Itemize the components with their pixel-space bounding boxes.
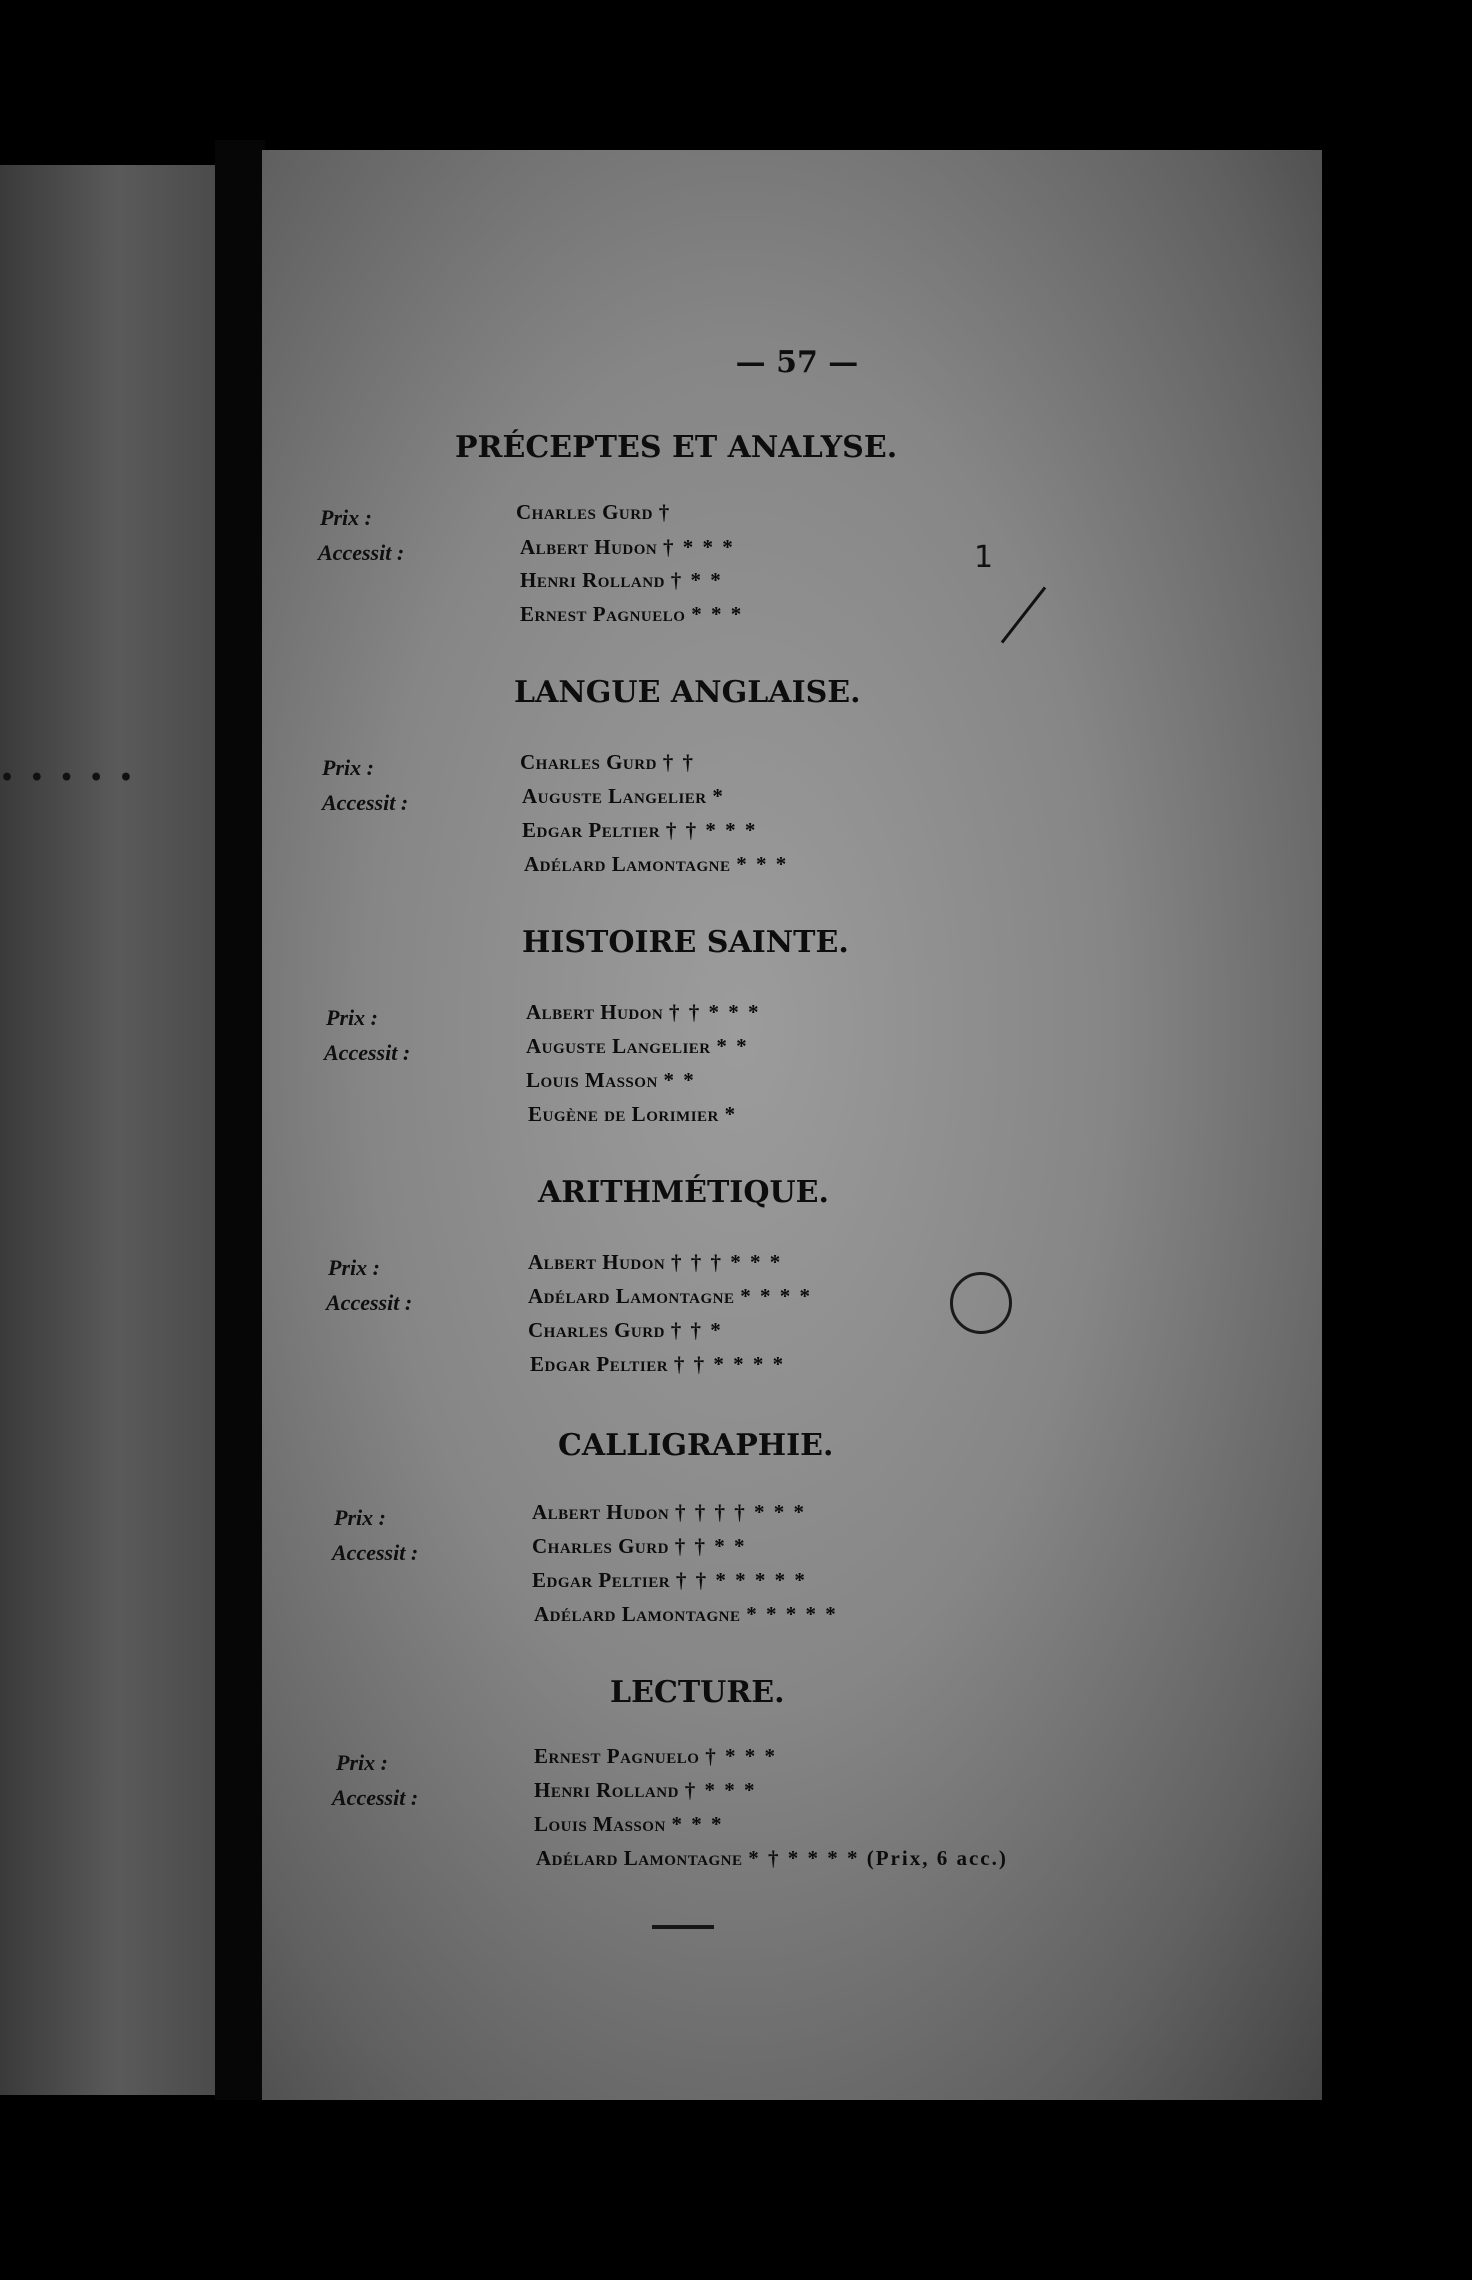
entry-row <box>528 1102 737 1127</box>
entry-name: Louis Masson <box>534 1812 666 1836</box>
entry-marks: † † * * * * <box>673 1352 786 1376</box>
entry-name: Albert Hudon <box>526 1000 664 1024</box>
section-title: HISTOIRE SAINTE. <box>522 925 849 960</box>
entry-name: Charles Gurd <box>520 750 657 774</box>
entry-name: Charles Gurd <box>516 500 653 524</box>
entry-row <box>516 500 671 525</box>
entry-row <box>522 818 757 843</box>
entry-marks: † † <box>662 750 695 774</box>
entry-name: Albert Hudon <box>528 1250 666 1274</box>
entry-name: Ernest Pagnuelo <box>520 602 686 626</box>
entry-row <box>526 1000 761 1025</box>
entry-row <box>534 1602 838 1627</box>
entry-row <box>530 1352 785 1377</box>
entry-marks: † † * <box>670 1318 723 1342</box>
entry-marks: † * * * <box>705 1744 777 1768</box>
left-page-fragment: • • • • • <box>0 765 137 791</box>
closing-rule <box>652 1925 714 1929</box>
page-number: — 57 — <box>735 345 859 380</box>
entry-row <box>528 1318 723 1343</box>
entry-row <box>532 1568 807 1593</box>
entry-row <box>526 1034 749 1059</box>
entry-marks: * † * * * * (Prix, 6 acc.) <box>748 1846 1008 1870</box>
entry-name: Albert Hudon <box>520 535 658 559</box>
entry-name: Albert Hudon <box>532 1500 670 1524</box>
entry-marks: * * <box>716 1034 749 1058</box>
entry-row <box>534 1812 724 1837</box>
section-title: LANGUE ANGLAISE. <box>514 675 861 710</box>
entry-name: Auguste Langelier <box>522 784 707 808</box>
left-page-edge <box>0 165 215 2095</box>
entry-row <box>528 1250 782 1275</box>
entry-marks: † † * * * <box>665 818 758 842</box>
entry-marks: † * * * <box>663 535 735 559</box>
entry-name: Edgar Peltier <box>532 1568 671 1592</box>
entry-row <box>532 1500 806 1525</box>
accessit-label: Accessit : <box>326 1290 413 1315</box>
entry-marks: * * <box>663 1068 696 1092</box>
prix-label: Prix : <box>320 505 372 530</box>
entry-marks: * <box>712 784 725 808</box>
entry-marks: * * * * <box>740 1284 812 1308</box>
entry-marks: † <box>658 500 672 524</box>
entry-name: Ernest Pagnuelo <box>534 1744 700 1768</box>
entry-marks: † * * <box>670 568 723 592</box>
entry-row <box>520 602 743 627</box>
entry-marks: † † † † * * * <box>675 1500 806 1524</box>
entry-name: Auguste Langelier <box>526 1034 711 1058</box>
accessit-label: Accessit : <box>324 1040 411 1065</box>
book-gutter <box>215 140 265 2100</box>
entry-name: Louis Masson <box>526 1068 658 1092</box>
accessit-label: Accessit : <box>332 1540 419 1565</box>
entry-marks: † † * * * <box>669 1000 761 1024</box>
entry-marks: † † * * * * * <box>675 1568 807 1592</box>
section-title: LECTURE. <box>610 1675 785 1710</box>
entry-row <box>522 784 725 809</box>
entry-row <box>532 1534 746 1559</box>
entry-marks: * * * <box>691 602 744 626</box>
margin-slash-mark <box>1001 586 1046 643</box>
entry-name: Henri Rolland <box>520 568 665 592</box>
entry-name: Henri Rolland <box>534 1778 679 1802</box>
entry-row <box>520 568 723 593</box>
margin-number-annotation: 1 <box>974 540 994 575</box>
entry-row <box>536 1846 1008 1871</box>
entry-name: Edgar Peltier <box>522 818 661 842</box>
entry-marks: † † † * * * <box>671 1250 783 1274</box>
margin-circle-mark <box>950 1272 1012 1334</box>
entry-row <box>526 1068 696 1093</box>
prix-label: Prix : <box>334 1505 386 1530</box>
entry-row <box>534 1778 756 1803</box>
prix-label: Prix : <box>336 1750 388 1775</box>
entry-row <box>520 535 735 560</box>
document-page <box>262 150 1322 2100</box>
prix-label: Prix : <box>326 1005 378 1030</box>
entry-marks: * * * <box>671 1812 724 1836</box>
prix-label: Prix : <box>322 755 374 780</box>
entry-name: Eugène de Lorimier <box>528 1102 719 1126</box>
section-title: ARITHMÉTIQUE. <box>538 1175 829 1210</box>
entry-marks: * * * <box>736 852 789 876</box>
entry-marks: † † * * <box>674 1534 747 1558</box>
entry-marks: * <box>724 1102 738 1126</box>
entry-name: Adélard Lamontagne <box>534 1602 741 1626</box>
entry-name: Adélard Lamontagne <box>536 1846 743 1870</box>
entry-name: Charles Gurd <box>528 1318 665 1342</box>
entry-row <box>524 852 788 877</box>
section-title: CALLIGRAPHIE. <box>558 1428 834 1463</box>
entry-row <box>528 1284 812 1309</box>
entry-row <box>520 750 695 775</box>
section-title: PRÉCEPTES ET ANALYSE. <box>455 430 898 465</box>
entry-marks: * * * * * <box>746 1602 838 1626</box>
accessit-label: Accessit : <box>332 1785 419 1810</box>
entry-marks: † * * * <box>684 1778 757 1802</box>
accessit-label: Accessit : <box>322 790 409 815</box>
entry-row <box>534 1744 777 1769</box>
entry-name: Adélard Lamontagne <box>528 1284 735 1308</box>
accessit-label: Accessit : <box>318 540 405 565</box>
entry-name: Adélard Lamontagne <box>524 852 731 876</box>
prix-label: Prix : <box>328 1255 380 1280</box>
entry-name: Edgar Peltier <box>530 1352 669 1376</box>
entry-name: Charles Gurd <box>532 1534 669 1558</box>
